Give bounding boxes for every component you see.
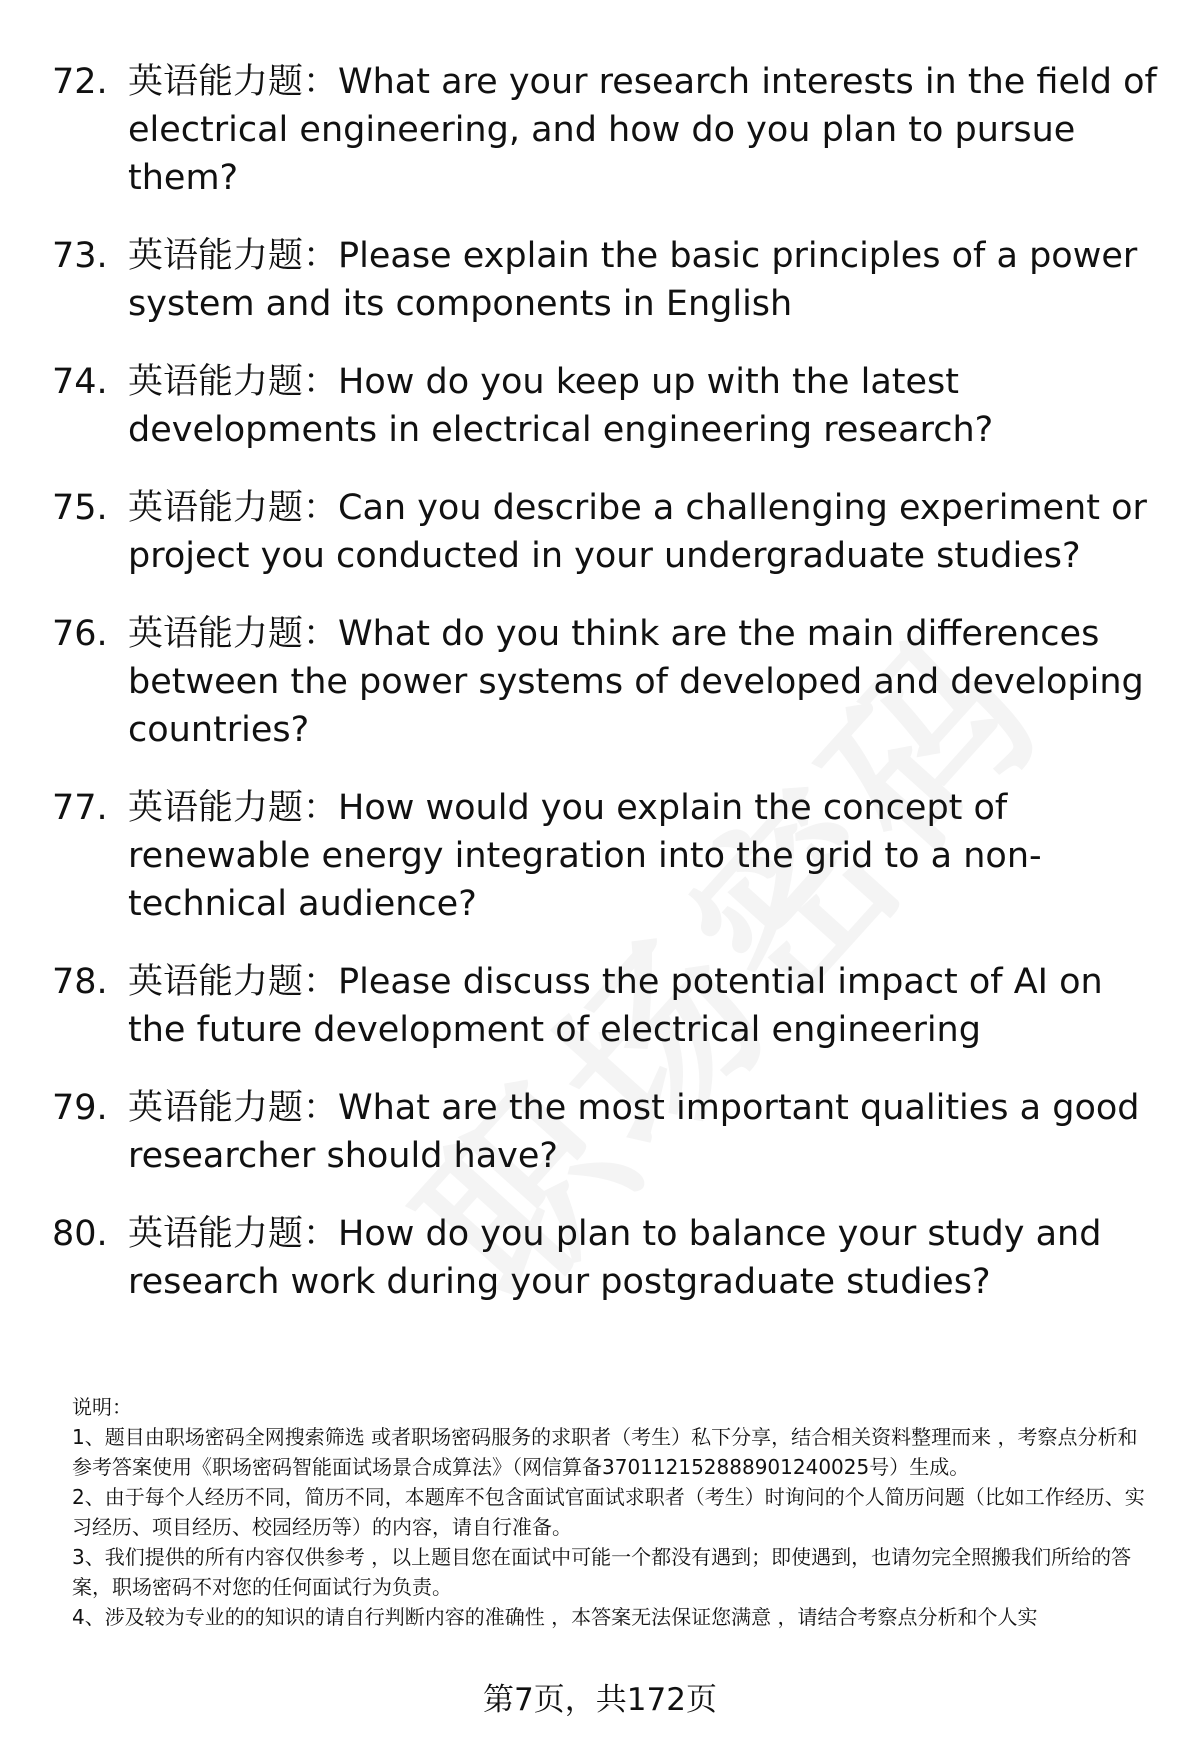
- question-number: 76.: [52, 614, 108, 654]
- question-content: How do you keep up with the latest developments in electrical engineering research?: [128, 362, 994, 450]
- question-item: [52, 484, 1162, 580]
- question-content: Can you describe a challenging experiment or project you conducted in your undergraduate studies?: [128, 488, 1147, 576]
- question-text: [128, 58, 1162, 202]
- note-item: 3、我们提供的所有内容仅供参考 ，以上题目您在面试中可能一个都没有遇到；即使遇到，也请勿完全照搬我们所给的答案，职场密码不对您的任何面试行为负责。: [72, 1545, 1132, 1599]
- question-prefix: 英语能力题：: [128, 62, 339, 102]
- notes-section: [72, 1392, 1152, 1632]
- question-text: [128, 610, 1162, 754]
- question-text: [128, 958, 1162, 1054]
- question-content: What are your research interests in the field of electrical engineering, and how do you plan to pursue them?: [128, 62, 1157, 198]
- question-item: [52, 232, 1162, 328]
- question-content: How would you explain the concept of renewable energy integration into the grid to a non-technical audience?: [128, 788, 1042, 924]
- question-content: What are the most important qualities a good researcher should have?: [128, 1088, 1140, 1176]
- question-prefix: 英语能力题：: [128, 614, 339, 654]
- question-content: How do you plan to balance your study and research work during your postgraduate studies?: [128, 1214, 1102, 1302]
- question-content: Please discuss the potential impact of AI on the future development of electrical engineering: [128, 962, 1103, 1050]
- question-content: Please explain the basic principles of a power system and its components in English: [128, 236, 1138, 324]
- question-prefix: 英语能力题：: [128, 362, 339, 402]
- question-content: What do you think are the main differences between the power systems of developed and developing countries?: [128, 614, 1144, 750]
- question-prefix: 英语能力题：: [128, 1214, 339, 1254]
- question-item: [52, 1210, 1162, 1306]
- notes-heading: 说明：: [72, 1395, 132, 1419]
- question-number: 73.: [52, 236, 108, 276]
- question-number: 74.: [52, 362, 108, 402]
- question-prefix: 英语能力题：: [128, 488, 339, 528]
- question-text: [128, 1210, 1162, 1306]
- question-prefix: 英语能力题：: [128, 962, 339, 1002]
- question-prefix: 英语能力题：: [128, 1088, 339, 1128]
- question-text: [128, 358, 1162, 454]
- question-item: [52, 784, 1162, 928]
- question-text: [128, 484, 1162, 580]
- question-number: 77.: [52, 788, 108, 828]
- question-text: [128, 784, 1162, 928]
- question-prefix: 英语能力题：: [128, 788, 339, 828]
- question-item: [52, 58, 1162, 202]
- question-list: [52, 58, 1162, 1336]
- note-item: 1、题目由职场密码全网搜索筛选 或者职场密码服务的求职者（考生）私下分享，结合相关资料整理而来 ，考察点分析和参考答案使用《职场密码智能面试场景合成算法》（网信算备370112152888901240025号）生成。: [72, 1425, 1138, 1479]
- question-number: 78.: [52, 962, 108, 1002]
- question-item: [52, 610, 1162, 754]
- question-number: 80.: [52, 1214, 108, 1254]
- note-item: 2、由于每个人经历不同，简历不同，本题库不包含面试官面试求职者（考生）时询问的个人简历问题（比如工作经历、实习经历、项目经历、校园经历等）的内容，请自行准备。: [72, 1485, 1145, 1539]
- question-text: [128, 1084, 1162, 1180]
- page-number: 第7页，共172页: [483, 1682, 717, 1718]
- question-number: 75.: [52, 488, 108, 528]
- question-prefix: 英语能力题：: [128, 236, 339, 276]
- question-item: [52, 1084, 1162, 1180]
- note-item: 4、涉及较为专业的的知识的请自行判断内容的准确性 ，本答案无法保证您满意 ，请结合考察点分析和个人实: [72, 1605, 1038, 1629]
- question-item: [52, 958, 1162, 1054]
- question-text: [128, 232, 1162, 328]
- question-item: [52, 358, 1162, 454]
- question-number: 72.: [52, 62, 108, 102]
- question-number: 79.: [52, 1088, 108, 1128]
